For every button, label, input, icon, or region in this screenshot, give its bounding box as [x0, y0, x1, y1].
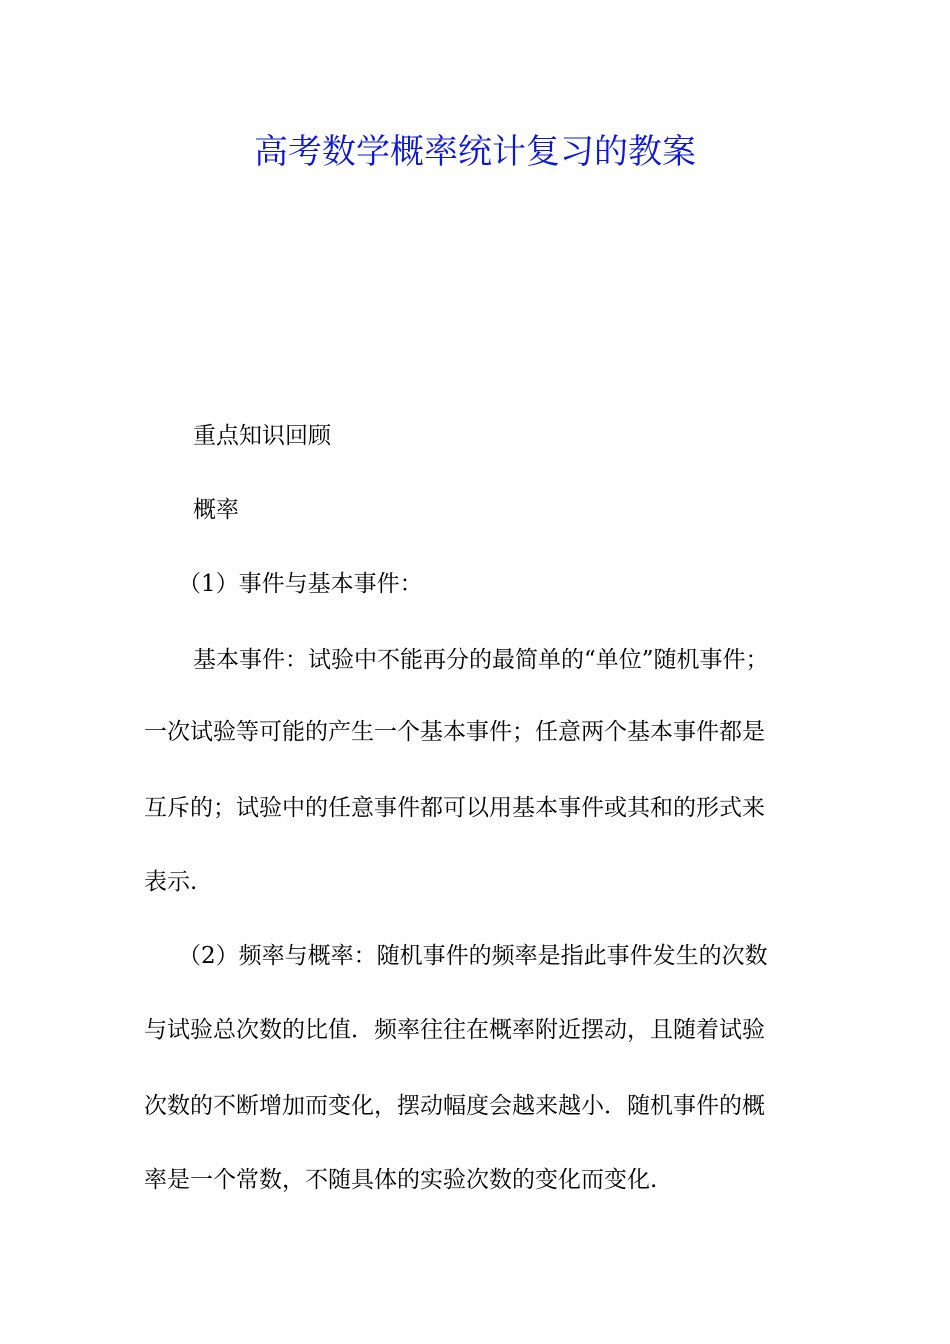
paragraph-line: 次数的不断增加而变化，摆动幅度会越来越小．随机事件的概: [144, 1093, 765, 1119]
paragraph-line: 与试验总次数的比值．频率往往在概率附近摆动，且随着试验: [144, 1017, 765, 1043]
paragraph-line: 表示.: [144, 869, 198, 895]
paragraph-line: （2）频率与概率：随机事件的频率是指此事件发生的次数: [178, 943, 768, 969]
paragraph-line: 互斥的；试验中的任意事件都可以用基本事件或其和的形式来: [144, 795, 765, 821]
paragraph-line: 一次试验等可能的产生一个基本事件；任意两个基本事件都是: [144, 719, 765, 745]
paragraph-line: 基本事件：试验中不能再分的最简单的“单位”随机事件；: [193, 647, 769, 673]
section-heading-probability: 概率: [193, 497, 239, 523]
document-title: 高考数学概率统计复习的教案: [254, 132, 696, 172]
paragraph-line: 率是一个常数，不随具体的实验次数的变化而变化.: [144, 1167, 658, 1193]
subsection-heading-events: （1）事件与基本事件：: [178, 571, 423, 597]
section-heading-key-points: 重点知识回顾: [193, 423, 331, 449]
